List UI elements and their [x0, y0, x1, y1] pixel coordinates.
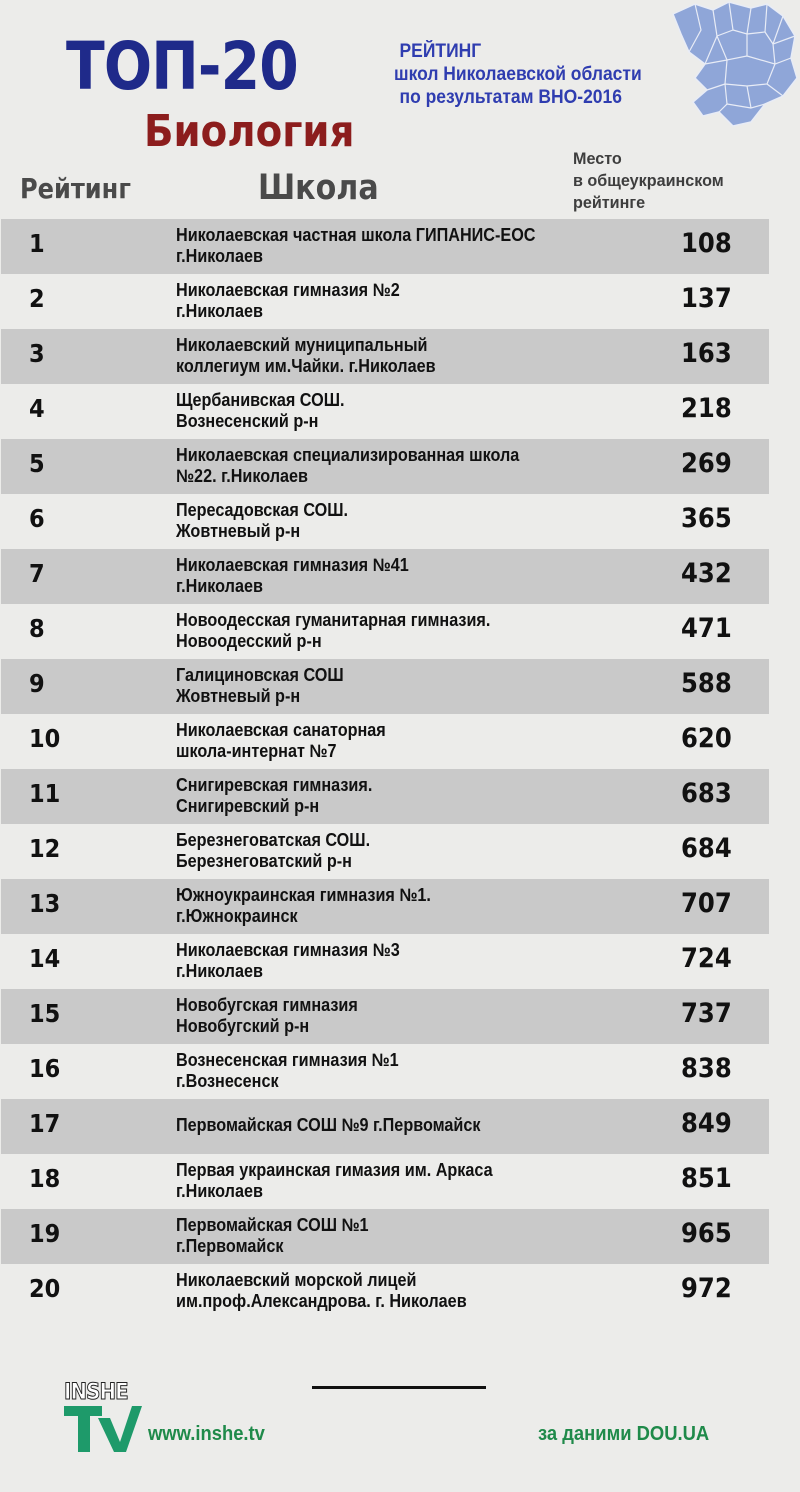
school-name-line: г.Николаев	[176, 246, 263, 266]
school-name	[176, 720, 386, 762]
school-name	[176, 390, 344, 432]
national-place: 737	[681, 998, 732, 1029]
school-name-line: Южноукраинская гимназия №1.	[176, 885, 431, 905]
rank-number: 14	[29, 944, 61, 973]
school-name-line: Николаевская гимназия №2	[176, 280, 400, 300]
school-name-line: Николаевская гимназия №3	[176, 940, 400, 960]
national-place: 365	[681, 503, 732, 534]
national-place: 163	[681, 338, 732, 369]
table-row	[1, 1099, 769, 1154]
table-row	[1, 989, 769, 1044]
rank-number: 12	[29, 834, 61, 863]
national-place: 838	[681, 1053, 732, 1084]
site-link[interactable]: www.inshe.tv	[148, 1423, 265, 1445]
school-name-line: Новоодесская гуманитарная гимназия.	[176, 610, 491, 630]
school-name-line: г.Николаев	[176, 1181, 263, 1201]
table-row	[1, 824, 769, 879]
school-name-line: г.Южнокраинск	[176, 906, 298, 926]
school-name	[176, 610, 490, 652]
table-row	[1, 329, 769, 384]
table-row	[1, 1154, 769, 1209]
divider	[312, 1386, 486, 1389]
school-name-line: г.Николаев	[176, 301, 263, 321]
national-place: 620	[681, 723, 732, 754]
rank-number: 1	[29, 229, 45, 258]
school-name-line: Первая украинская гимазия им. Аркаса	[176, 1160, 493, 1180]
school-name	[176, 995, 358, 1037]
rank-number: 4	[29, 394, 45, 423]
national-place: 218	[681, 393, 732, 424]
rating-line: РЕЙТИНГ	[399, 41, 482, 62]
school-name	[176, 445, 519, 487]
table-row	[1, 274, 769, 329]
table-row	[1, 934, 769, 989]
school-name-line: Пересадовская СОШ.	[176, 500, 349, 520]
school-name-line: Новоодесский р-н	[176, 631, 322, 651]
school-name	[176, 225, 536, 267]
school-name-line: Первомайская СОШ №9 г.Первомайск	[176, 1115, 481, 1135]
rating-description	[394, 40, 688, 109]
logo: INSHE	[64, 1380, 128, 1405]
rank-number: 17	[29, 1109, 61, 1138]
table-row	[1, 1044, 769, 1099]
table-row	[1, 1264, 769, 1319]
table-row	[1, 1209, 769, 1264]
school-name-line: Снигиревская гимназия.	[176, 775, 373, 795]
table-row	[1, 879, 769, 934]
subject-title: Биология	[144, 106, 355, 157]
school-name-line: г.Николаев	[176, 961, 263, 981]
national-place: 269	[681, 448, 732, 479]
rank-number: 16	[29, 1054, 61, 1083]
rank-number: 18	[29, 1164, 61, 1193]
rank-number: 13	[29, 889, 61, 918]
rating-line: по результатам ВНО-2016	[399, 87, 622, 108]
school-name-line: Николаевский муниципальный	[176, 335, 428, 355]
school-name	[176, 555, 409, 597]
ranking-table	[0, 219, 800, 1319]
school-name	[176, 1115, 481, 1136]
column-header-place-line: Место	[573, 149, 622, 168]
national-place: 684	[681, 833, 732, 864]
school-name	[176, 885, 431, 927]
school-name-line: Галициновская СОШ	[176, 665, 344, 685]
column-header-place	[573, 148, 724, 214]
table-row	[1, 494, 769, 549]
school-name	[176, 1270, 467, 1312]
school-name	[176, 335, 436, 377]
school-name	[176, 1160, 493, 1202]
school-name-line: Березнеговатский р-н	[176, 851, 352, 871]
national-place: 724	[681, 943, 732, 974]
rank-number: 19	[29, 1219, 61, 1248]
school-name	[176, 1215, 369, 1257]
school-name-line: г.Николаев	[176, 576, 263, 596]
school-name-line: Жовтневый р-н	[176, 521, 301, 541]
school-name-line: Новобугская гимназия	[176, 995, 358, 1015]
national-place: 471	[681, 613, 732, 644]
national-place: 849	[681, 1108, 732, 1139]
national-place: 965	[681, 1218, 732, 1249]
school-name-line: Березнеговатская СОШ.	[176, 830, 371, 850]
rank-number: 5	[29, 449, 45, 478]
table-row	[1, 219, 769, 274]
national-place: 972	[681, 1273, 732, 1304]
school-name	[176, 280, 400, 322]
school-name-line: коллегиум им.Чайки. г.Николаев	[176, 356, 436, 376]
rank-number: 9	[29, 669, 45, 698]
school-name	[176, 665, 344, 707]
tv-logo-icon	[62, 1404, 142, 1454]
rank-number: 11	[29, 779, 61, 808]
school-name-line: Щербанивская СОШ.	[176, 390, 345, 410]
rank-number: 10	[29, 724, 61, 753]
school-name	[176, 775, 372, 817]
column-header-rank: Рейтинг	[20, 172, 131, 205]
rank-number: 7	[29, 559, 45, 588]
rank-number: 15	[29, 999, 61, 1028]
page-title: ТОП-20	[66, 28, 298, 105]
national-place: 851	[681, 1163, 732, 1194]
rank-number: 6	[29, 504, 45, 533]
source-credit: за даними DOU.UA	[538, 1423, 710, 1445]
rank-number: 8	[29, 614, 45, 643]
school-name-line: Вознесенская гимназия №1	[176, 1050, 399, 1070]
rating-line: школ Николаевской области	[394, 64, 642, 85]
school-name	[176, 1050, 399, 1092]
school-name-line: Первомайская СОШ №1	[176, 1215, 369, 1235]
school-name-line: г.Вознесенск	[176, 1071, 279, 1091]
school-name-line: Николаевская частная школа ГИПАНИС-ЕОС	[176, 225, 536, 245]
school-name-line: школа-интернат №7	[176, 741, 337, 761]
national-place: 432	[681, 558, 732, 589]
school-name-line: Новобугский р-н	[176, 1016, 310, 1036]
school-name-line: Николаевская гимназия №41	[176, 555, 409, 575]
column-header-school: Школа	[258, 168, 379, 208]
table-row	[1, 714, 769, 769]
school-name-line: г.Первомайск	[176, 1236, 284, 1256]
table-row	[1, 659, 769, 714]
national-place: 137	[681, 283, 732, 314]
rank-number: 20	[29, 1274, 61, 1303]
column-header-place-line: в общеукраинском	[573, 171, 724, 190]
school-name-line: №22. г.Николаев	[176, 466, 309, 486]
school-name-line: Николаевская специализированная школа	[176, 445, 520, 465]
school-name	[176, 940, 400, 982]
national-place: 707	[681, 888, 732, 919]
national-place: 683	[681, 778, 732, 809]
column-header-place-line: рейтинге	[573, 193, 646, 212]
school-name-line: Жовтневый р-н	[176, 686, 301, 706]
school-name-line: Вознесенский р-н	[176, 411, 319, 431]
school-name-line: Николаевская санаторная	[176, 720, 386, 740]
national-place: 108	[681, 228, 732, 259]
school-name-line: Николаевский морской лицей	[176, 1270, 417, 1290]
table-row	[1, 769, 769, 824]
school-name	[176, 830, 370, 872]
table-row	[1, 384, 769, 439]
school-name-line: им.проф.Александрова. г. Николаев	[176, 1291, 467, 1311]
national-place: 588	[681, 668, 732, 699]
table-row	[1, 604, 769, 659]
table-row	[1, 439, 769, 494]
school-name-line: Снигиревский р-н	[176, 796, 320, 816]
school-name	[176, 500, 348, 542]
table-row	[1, 549, 769, 604]
rank-number: 3	[29, 339, 45, 368]
rank-number: 2	[29, 284, 45, 313]
